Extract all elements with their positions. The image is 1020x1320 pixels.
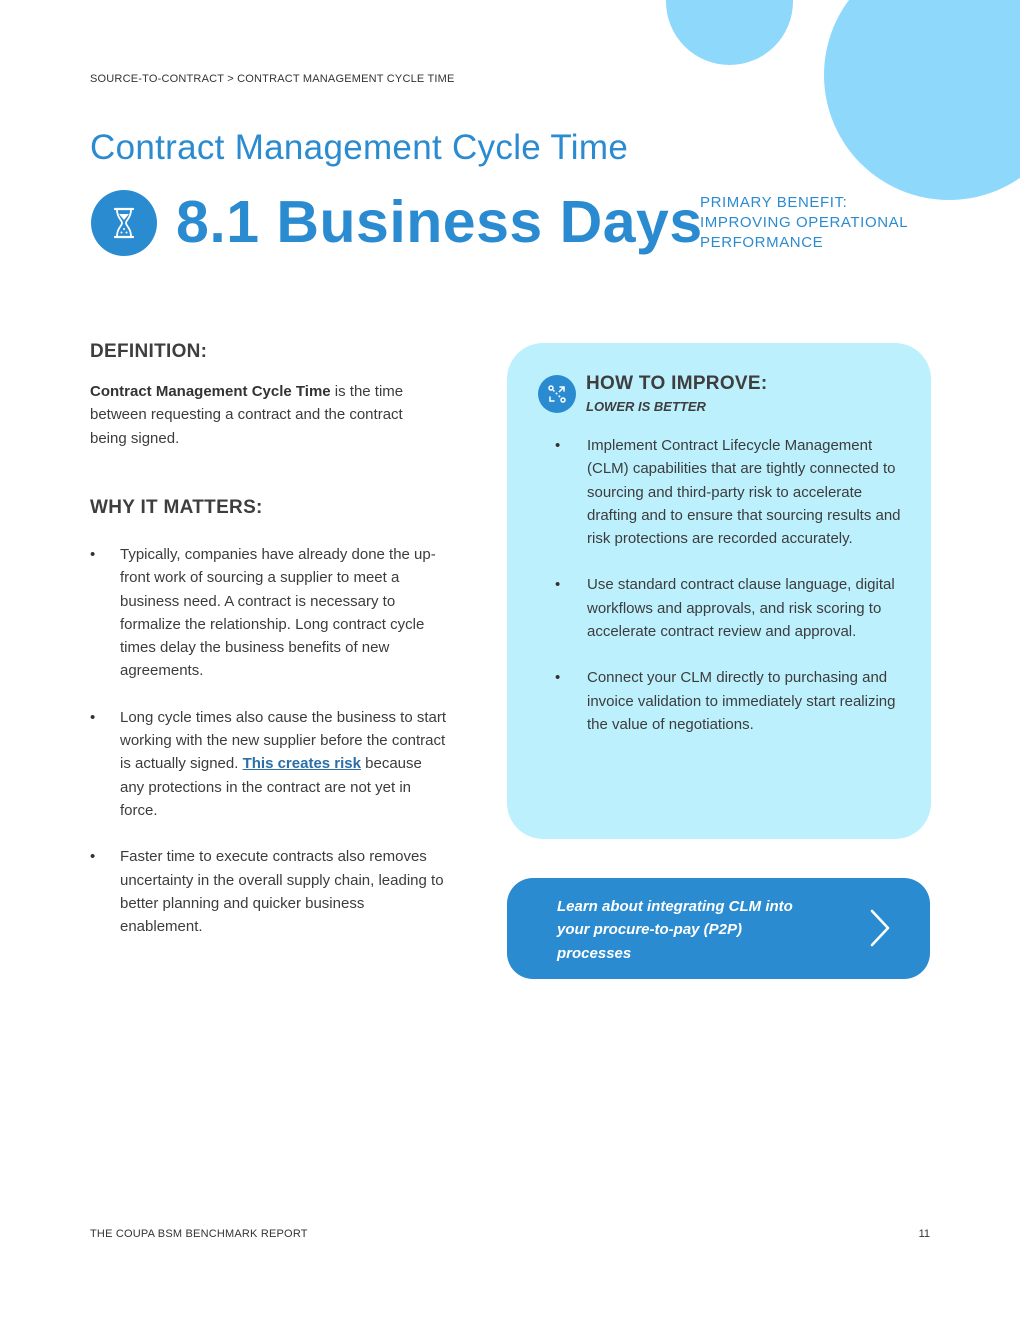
list-item (90, 543, 450, 683)
list-item-text: Connect your CLM directly to purchasing and invoice validation to immediately start realizing the value of negotiations. (587, 669, 896, 733)
primary-benefit (700, 193, 940, 253)
definition-heading: DEFINITION: (90, 341, 208, 362)
breadcrumb: SOURCE-TO-CONTRACT > CONTRACT MANAGEMENT CYCLE TIME (90, 73, 455, 85)
list-item-text: Typically, companies have already done the up-front work of sourcing a supplier to meet a business need. A contract is necessary to formalize the relationship. Long contract cycle times delay the business benefits of new agreements. (120, 546, 436, 680)
list-item-text: Long cycle times also cause the business to start working with the new supplier before the contract is actually signed. (120, 708, 447, 773)
page-number: 11 (918, 1228, 930, 1240)
bullet: • (90, 848, 96, 866)
list-item-text: Use standard contract clause language, digital workflows and approvals, and risk scoring to accelerate contract review and approval. (587, 576, 895, 641)
how-to-improve-list (555, 434, 905, 759)
how-to-improve-panel (507, 343, 931, 839)
primary-benefit-line: IMPROVING OPERATIONAL (700, 214, 909, 231)
list-item-text: Implement Contract Lifecycle Management (CLM) capabilities that are tightly connected to sourcing and third-party risk to accelerate drafting and to ensure that sourcing results and risk protections are recorded accurately. (587, 437, 901, 548)
chevron-right-icon (869, 908, 891, 953)
how-to-improve-subheading: LOWER IS BETTER (586, 399, 706, 414)
list-item (90, 706, 450, 822)
list-item-text: because any protections in the contract are not yet in force. (120, 755, 422, 819)
creates-risk-link[interactable]: This creates risk (242, 755, 361, 773)
definition-body: is the time between requesting a contract and the contract being signed. (90, 383, 404, 447)
decorative-circle-small (666, 0, 793, 65)
list-item (555, 573, 905, 643)
list-item (555, 666, 905, 736)
bullet: • (555, 669, 561, 687)
why-it-matters-list (90, 543, 450, 961)
learn-clm-cta-button[interactable] (507, 878, 930, 979)
footer-report-title: THE COUPA BSM BENCHMARK REPORT (90, 1228, 308, 1240)
decorative-circle-large (824, 0, 1020, 200)
why-it-matters-heading: WHY IT MATTERS: (90, 497, 263, 518)
list-item (90, 845, 450, 938)
primary-benefit-label: PRIMARY BENEFIT: (700, 194, 848, 211)
bullet: • (555, 576, 561, 594)
bullet: • (90, 708, 96, 726)
process-arrows-icon (538, 375, 576, 413)
definition-term: Contract Management Cycle Time (90, 383, 331, 400)
definition-text (90, 380, 420, 450)
cta-text: Learn about integrating CLM into your procure-to-pay (P2P) processes (557, 898, 793, 962)
metric-value: 8.1 Business Days (176, 189, 703, 255)
bullet: • (555, 437, 561, 454)
list-item-text: Faster time to execute contracts also removes uncertainty in the overall supply chain, leading to better planning and quicker business enablement. (120, 848, 444, 936)
bullet: • (90, 546, 96, 563)
page-title: Contract Management Cycle Time (90, 128, 629, 167)
how-to-improve-heading: HOW TO IMPROVE: (586, 373, 768, 394)
primary-benefit-line: PERFORMANCE (700, 234, 824, 251)
list-item (555, 434, 905, 550)
hourglass-icon (91, 190, 157, 256)
